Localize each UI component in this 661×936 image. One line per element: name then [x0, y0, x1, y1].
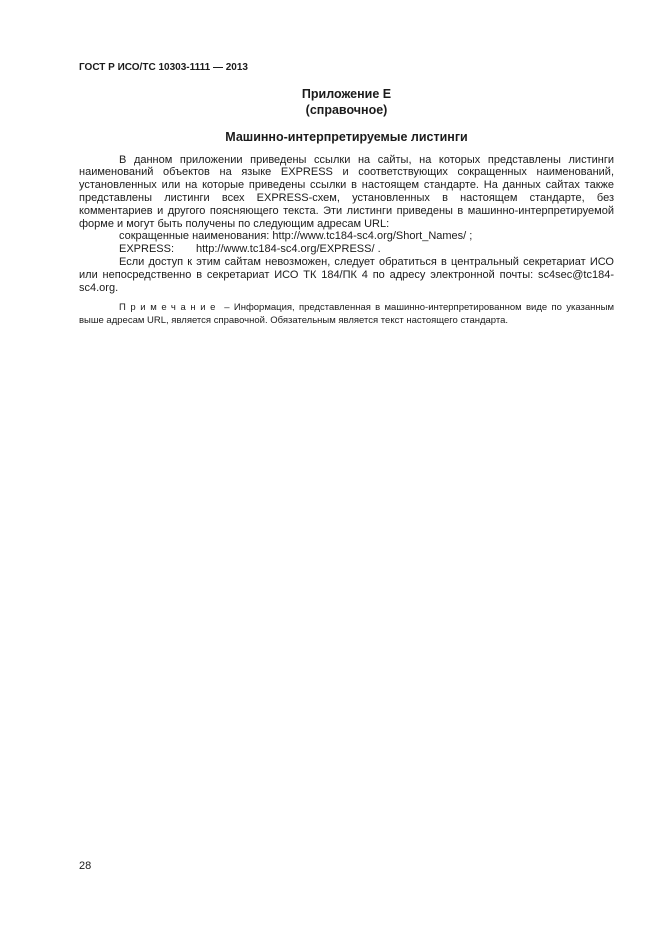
annex-status: (справочное) [305, 103, 388, 117]
annex-heading: Машинно-интерпретируемые листинги [225, 130, 468, 144]
note-text: – Информация, представленная в машинно-интерпретированном виде по указанным [224, 301, 614, 313]
paragraph-line: наименований объектов на языке EXPRESS и соответствующих сокращенных наименований, [79, 166, 614, 179]
annex-title: Приложение Е [301, 87, 392, 101]
page-number: 28 [79, 860, 92, 872]
paragraph-line: В данном приложении приведены ссылки на сайты, на которых представлены листинги [119, 153, 614, 166]
paragraph-line: или непосредственно в секретариат ИСО ТК 184/ПК 4 по адресу электронной почты: sc4sec@tc184- [79, 268, 614, 281]
paragraph-line: sc4.org. [79, 281, 119, 294]
url-express-line [79, 243, 614, 256]
url-express-value: http://www.tc184-sc4.org/EXPRESS/ . [196, 243, 381, 256]
url-express-label: EXPRESS: [119, 243, 175, 256]
note-label: Примечание [119, 301, 220, 313]
paragraph-line: установленных или на которые приведены ссылки в настоящем стандарте. На данных сайтах также [79, 179, 614, 192]
paragraph-line: представлены листинги всех EXPRESS-схем, установленных в настоящем стандарте, без [79, 191, 614, 204]
paragraph-line: форме и могут быть получены по следующим адресам URL: [79, 217, 390, 230]
note-line [79, 301, 614, 314]
body-text [79, 154, 614, 295]
url-short-names-line [79, 230, 614, 243]
paragraph-line: Если доступ к этим сайтам невозможен, следует обратиться в центральный секретариат ИСО [119, 255, 614, 268]
paragraph-line: комментариев и другого поясняющего текста. Эти листинги приведены в машинно-интерпретируемой [79, 204, 614, 217]
note-block [79, 301, 614, 327]
url-short-names-label: сокращенные наименования: [119, 230, 270, 243]
url-short-names-value: http://www.tc184-sc4.org/Short_Names/ ; [272, 230, 473, 243]
document-code-header: ГОСТ Р ИСО/ТС 10303-1111 — 2013 [79, 62, 248, 73]
note-line: выше адресам URL, является справочной. Обязательным является текст настоящего стандарта. [79, 314, 509, 326]
